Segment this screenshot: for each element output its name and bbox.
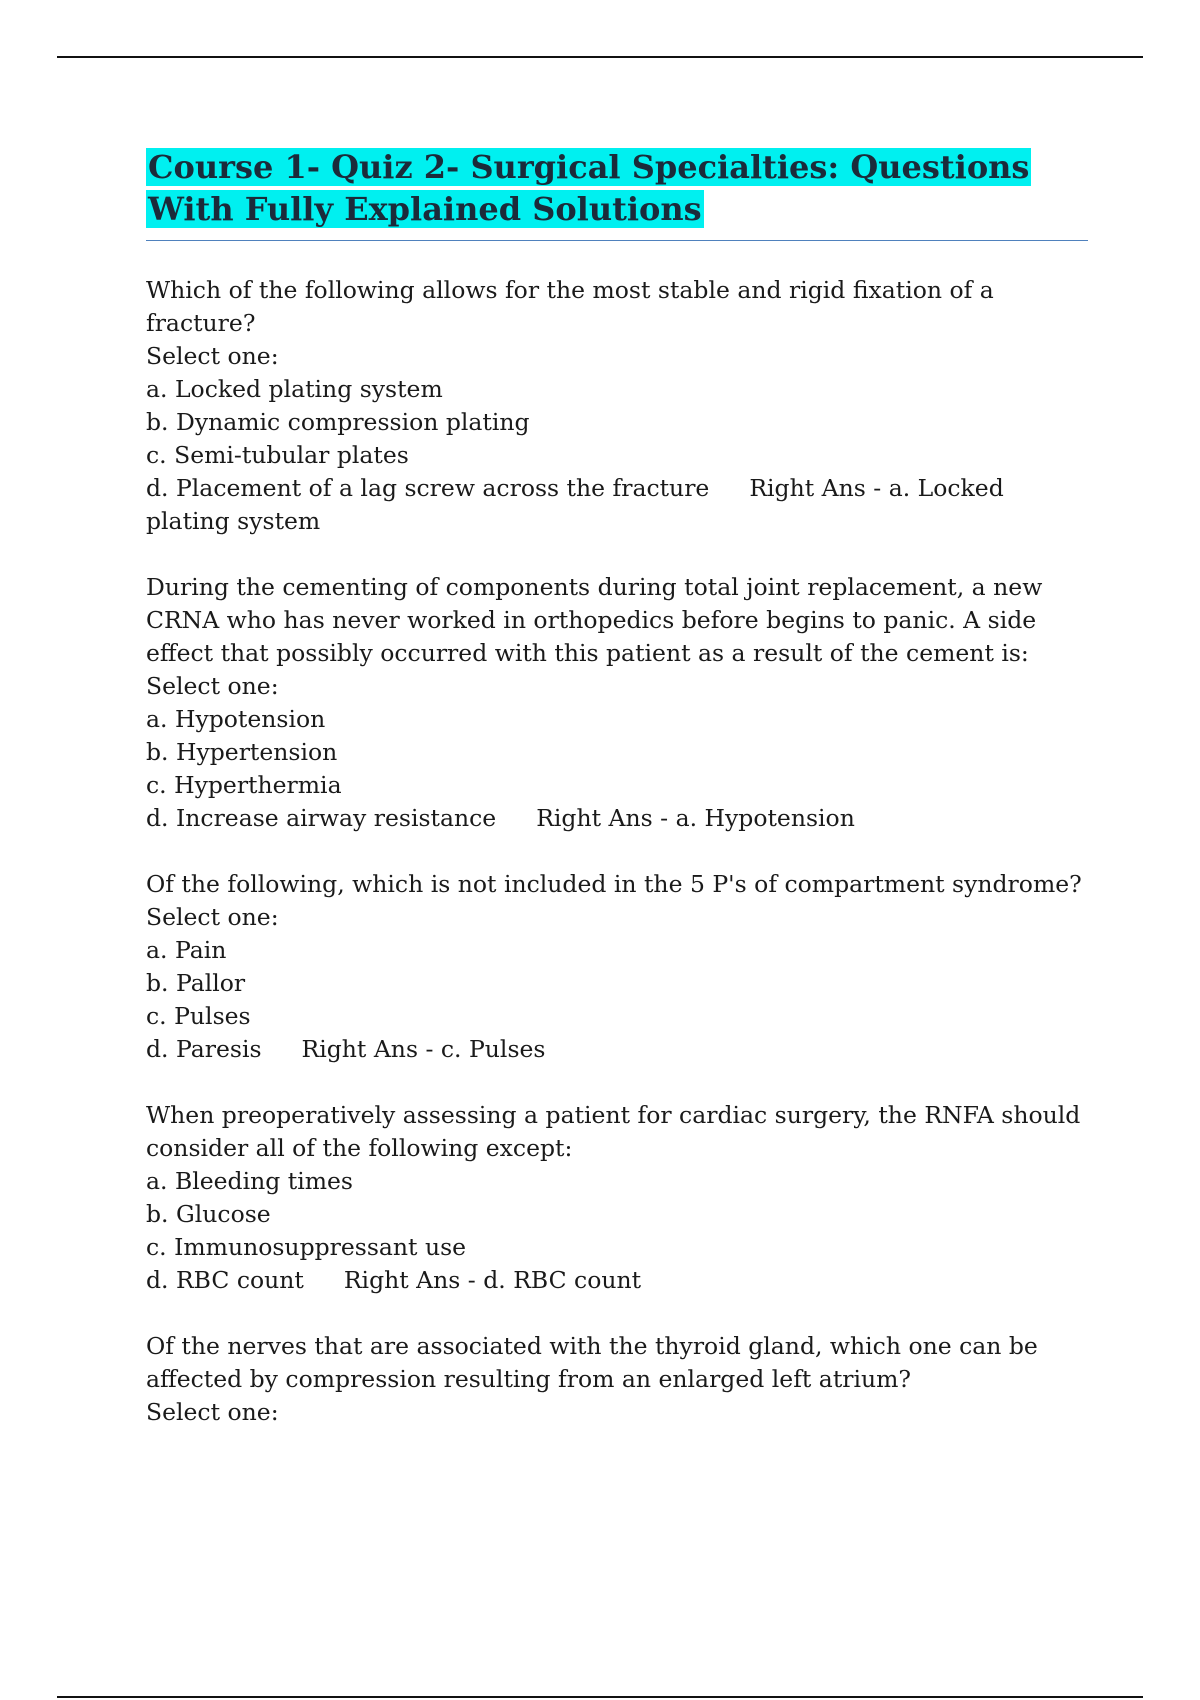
select-one-label: Select one:: [146, 1398, 279, 1426]
question-text: Of the nerves that are associated with the thyroid gland, which one can be affected by compression resulting from an enlarged left atrium?: [146, 1332, 1038, 1393]
option-d-with-answer: [146, 1033, 1091, 1066]
option-d-with-answer: [146, 472, 1091, 538]
option-c: c. Pulses: [146, 1002, 251, 1030]
option-a: a. Hypotension: [146, 705, 326, 733]
question-text: Of the following, which is not included in the 5 P's of compartment syndrome?: [146, 870, 1082, 898]
select-one-label: Select one:: [146, 672, 279, 700]
option-d-with-answer: [146, 802, 1091, 835]
option-d-with-answer: [146, 1264, 1091, 1297]
question-text: Which of the following allows for the most stable and rigid fixation of a fracture?: [146, 276, 994, 337]
question-2: [146, 571, 1091, 835]
title-highlight: Course 1- Quiz 2- Surgical Specialties: Questions With Fully Explained Solutions: [148, 148, 1030, 228]
page-bottom-rule: [57, 1696, 1143, 1698]
option-c: c. Immunosuppressant use: [146, 1233, 467, 1261]
question-text: During the cementing of components during total joint replacement, a new CRNA who has never worked in orthopedics before begins to panic. A side effect that possibly occurred with this patient as a result of the cement is:: [146, 573, 1043, 667]
question-1: [146, 274, 1091, 538]
question-3: [146, 868, 1091, 1066]
option-b: b. Pallor: [146, 969, 246, 997]
right-answer: Right Ans - a. Locked plating system: [146, 474, 1004, 535]
option-a: a. Pain: [146, 936, 227, 964]
option-b: b. Hypertension: [146, 738, 338, 766]
option-a: a. Bleeding times: [146, 1167, 353, 1195]
document-title: [146, 146, 1091, 230]
title-underline: [146, 240, 1088, 241]
document-body: [146, 146, 1091, 1429]
option-b: b. Glucose: [146, 1200, 271, 1228]
page-top-rule: [57, 56, 1143, 58]
question-4: [146, 1099, 1091, 1297]
option-d: d. Increase airway resistance: [146, 804, 497, 832]
question-text: When preoperatively assessing a patient for cardiac surgery, the RNFA should consider all of the following except:: [146, 1101, 1081, 1162]
right-answer: Right Ans - c. Pulses: [301, 1035, 546, 1063]
question-5: [146, 1330, 1091, 1429]
option-c: c. Semi-tubular plates: [146, 441, 409, 469]
option-d: d. Paresis: [146, 1035, 262, 1063]
right-answer: Right Ans - d. RBC count: [343, 1266, 642, 1294]
right-answer: Right Ans - a. Hypotension: [536, 804, 855, 832]
option-d: d. RBC count: [146, 1266, 304, 1294]
option-b: b. Dynamic compression plating: [146, 408, 530, 436]
select-one-label: Select one:: [146, 342, 279, 370]
select-one-label: Select one:: [146, 903, 279, 931]
option-a: a. Locked plating system: [146, 375, 443, 403]
option-d: d. Placement of a lag screw across the fracture: [146, 474, 710, 502]
option-c: c. Hyperthermia: [146, 771, 342, 799]
